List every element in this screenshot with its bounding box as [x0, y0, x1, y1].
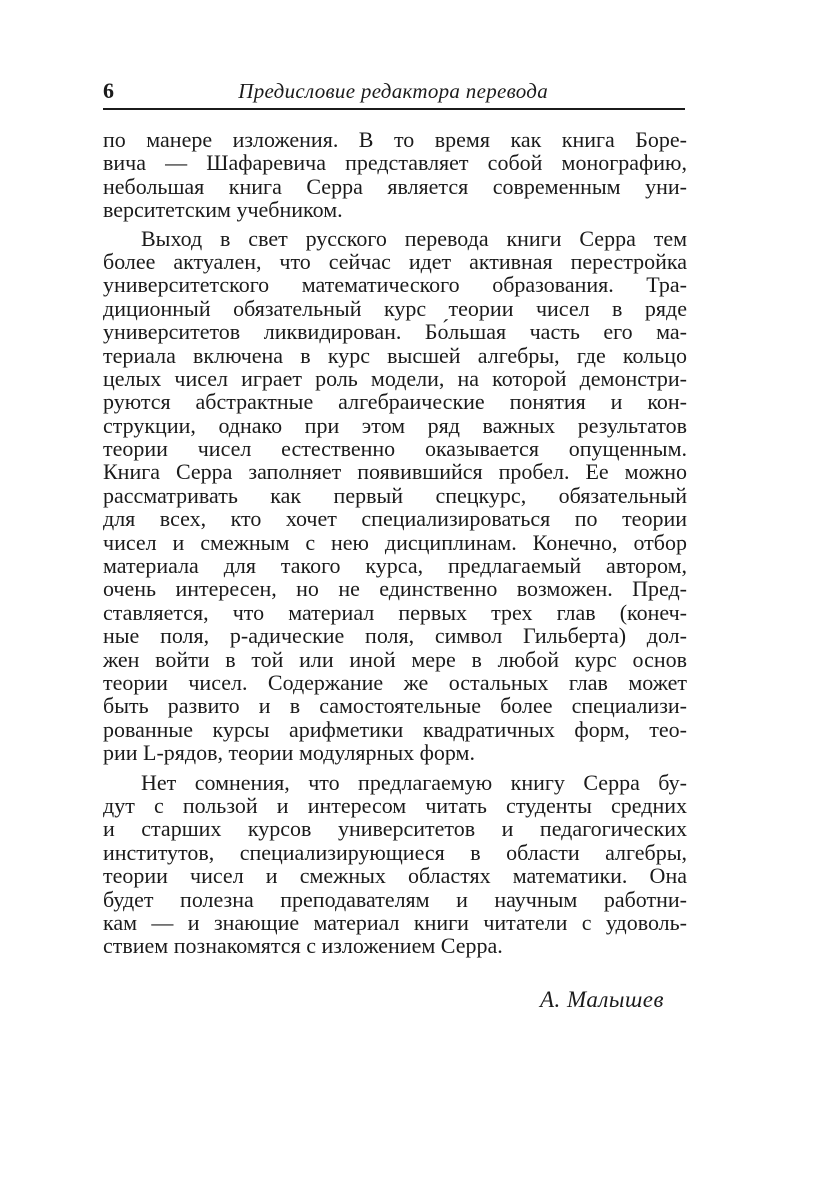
text-line: Книга Серра заполняет появившийся пробел. Ее можно [103, 459, 687, 485]
text-line: Выход в свет русского перевода книги Серра тем [141, 225, 687, 251]
text-line: и старших курсов университетов и педагогических [103, 816, 687, 842]
text-line: руются абстрактные алгебраические понятия и кон- [103, 389, 687, 415]
page-number: 6 [103, 78, 114, 103]
text-line: ствием познакомятся с изложением Серра. [103, 933, 503, 959]
text-line: Нет сомнения, что предлагаемую книгу Серра бу- [141, 769, 687, 795]
text-line: целых чисел играет роль модели, на которой демонстри- [103, 365, 687, 391]
text-line: будет полезна преподавателям и научным работни- [103, 886, 687, 912]
header-rule [103, 108, 685, 110]
text-line: небольшая книга Серра является современным уни- [103, 173, 687, 199]
text-line: ные поля, p-адические поля, символ Гильберта) дол- [103, 623, 687, 649]
text-line: по манере изложения. В то время как книга Боре- [103, 127, 687, 152]
text-line: вича — Шафаревича представляет собой монографию, [103, 150, 687, 176]
preface-body [103, 128, 687, 958]
text-line: более актуален, что сейчас идет активная перестройка [103, 248, 687, 274]
text-line: диционный обязательный курс теории чисел в ряде [103, 295, 687, 321]
text-line: чисел и смежным с нею дисциплинам. Конечно, отбор [103, 529, 687, 555]
running-title: Предисловие редактора перевода [238, 79, 548, 103]
paragraph [103, 128, 687, 222]
text-line: материала для такого курса, предлагаемый автором, [103, 553, 687, 579]
text-line: жен войти в той или иной мере в любой курс основ [103, 646, 687, 672]
text-line: кам — и знающие материал книги читатели с удоволь- [103, 909, 687, 935]
text-line: для всех, кто хочет специализироваться по теории [103, 506, 687, 532]
text-line: дут с пользой и интересом читать студенты средних [103, 792, 687, 818]
text-line: верситетским учебником. [103, 197, 343, 223]
text-line: рассматривать как первый спецкурс, обязательный [103, 482, 687, 508]
author-signature: А. Малышев [539, 987, 664, 1012]
text-line: териала включена в курс высшей алгебры, где кольцо [103, 342, 687, 368]
text-line: теории чисел. Содержание же остальных глав может [103, 669, 687, 695]
page-header [103, 78, 685, 106]
text-line: рованные курсы арифметики квадратичных форм, тео- [103, 716, 687, 742]
text-line: институтов, специализирующиеся в области алгебры, [103, 839, 687, 865]
text-line: струкции, однако при этом ряд важных результатов [103, 412, 687, 438]
text-line: рии L-рядов, теории модулярных форм. [103, 740, 475, 766]
text-line: быть развито и в самостоятельные более специализи- [103, 693, 687, 719]
text-line: теории чисел и смежных областях математики. Она [103, 863, 687, 889]
text-line: университетов ликвидирован. Бо́льшая часть его ма- [103, 319, 687, 345]
text-line: университетского математического образования. Тра- [103, 272, 687, 298]
text-line: очень интересен, но не единственно возможен. Пред- [103, 576, 687, 602]
paragraph [103, 227, 687, 765]
paragraph [103, 771, 687, 958]
text-line: теории чисел естественно оказывается опущенным. [103, 436, 687, 462]
text-line: ставляется, что материал первых трех глав (конеч- [103, 599, 687, 625]
